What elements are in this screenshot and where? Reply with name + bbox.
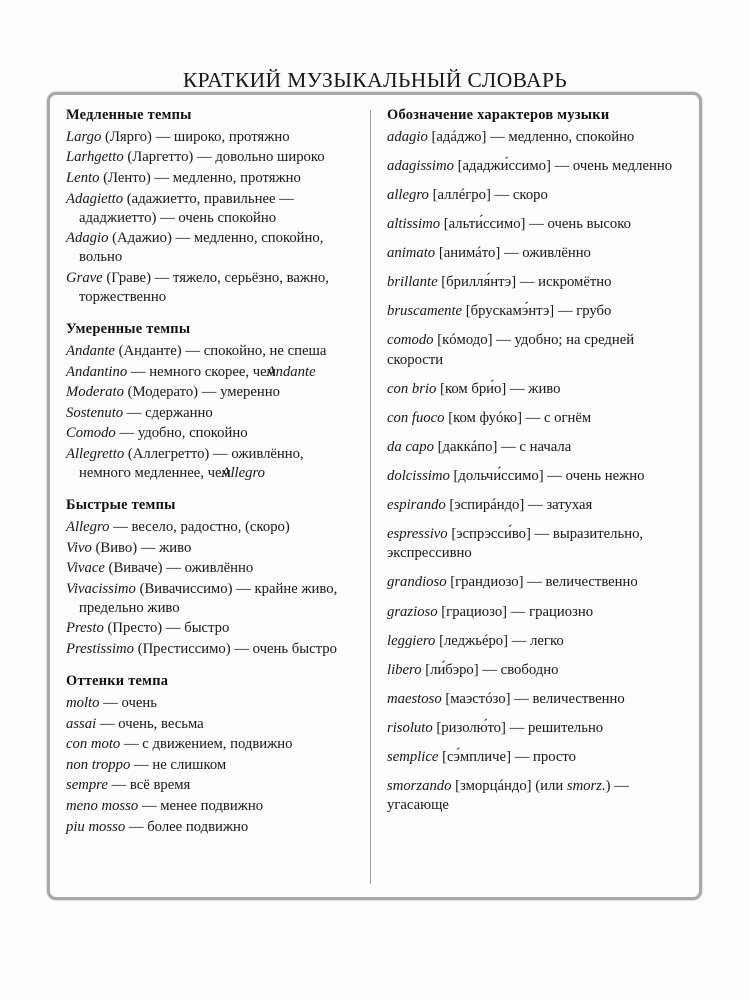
entry-term: assai — [66, 715, 97, 732]
entry-term: con fuoco — [387, 409, 445, 426]
entry-definition: — удобно, спокойно — [115, 425, 248, 442]
dictionary-box — [47, 92, 702, 900]
dictionary-entry — [66, 756, 358, 775]
entry-definition: (Граве) — тяжело, серьёзно, важно, торжественно — [79, 269, 329, 306]
dictionary-entry — [66, 424, 358, 443]
dictionary-entry — [66, 640, 358, 659]
entry-term: semplice — [387, 748, 439, 765]
entry-definition: [ризолю́то] — решительно — [432, 719, 604, 736]
dictionary-entry — [66, 518, 358, 537]
entry-term: Adagio — [66, 230, 109, 247]
entry-term: Andantino — [66, 363, 128, 380]
dictionary-entry — [387, 777, 689, 816]
entry-term-secondary: smorz. — [566, 777, 606, 794]
entry-definition: [маэстóзо] — величественно — [441, 690, 625, 707]
entry-term: da capo — [387, 438, 434, 455]
section-heading: Медленные темпы — [66, 107, 192, 123]
dictionary-entry — [387, 409, 689, 429]
dictionary-entry — [66, 818, 358, 837]
left-column — [50, 106, 370, 897]
entry-definition: (адажиетто, правильнее — ададжиетто) — очень спокойно — [79, 190, 294, 226]
dictionary-entry — [387, 273, 689, 293]
page-title: КРАТКИЙ МУЗЫКАЛЬНЫЙ СЛОВАРЬ — [182, 68, 568, 93]
entry-term: Allegretto — [66, 445, 125, 462]
entry-term: Grave — [66, 269, 103, 286]
section-heading: Обозначение характеров музыки — [387, 107, 610, 123]
entry-term: molto — [66, 694, 100, 711]
dictionary-entry — [387, 719, 689, 739]
entry-term: brillante — [387, 273, 438, 290]
dictionary-entry — [387, 157, 689, 177]
entry-definition: (Адажио) — медленно, спокойно, вольно — [79, 230, 324, 266]
entry-definition: — менее подвижно — [138, 797, 264, 814]
entry-definition-tail: ) — угасающе — [387, 777, 629, 814]
entry-term: Larhgetto — [66, 149, 124, 166]
dictionary-entry — [387, 632, 689, 652]
entry-term: dolcissimo — [387, 467, 450, 484]
dictionary-entry — [66, 404, 358, 423]
entry-term-secondary: Andante — [266, 363, 316, 380]
dictionary-entry — [66, 148, 358, 167]
dictionary-entry — [66, 445, 358, 483]
dictionary-entry — [66, 539, 358, 558]
entry-definition: — с движением, подвижно — [120, 736, 293, 753]
entry-term: Presto — [66, 620, 104, 637]
entry-term: smorzando — [387, 777, 452, 794]
entry-definition: (Анданте) — спокойно, не спеша — [114, 342, 327, 359]
entry-definition: — очень, весьма — [96, 715, 204, 732]
entry-definition: (Модерато) — умеренно — [123, 384, 280, 401]
right-column — [371, 106, 699, 897]
dictionary-entry — [387, 302, 689, 322]
dictionary-entry — [387, 244, 689, 264]
dictionary-entry — [66, 169, 358, 188]
entry-term: Vivacissimo — [66, 580, 136, 597]
entry-term: Prestissimo — [66, 641, 135, 658]
entry-term: piu mosso — [66, 818, 126, 835]
entry-term: Vivace — [66, 560, 105, 577]
dictionary-entry — [66, 715, 358, 734]
entry-definition: [ком бри́о] — живо — [436, 380, 561, 397]
entry-definition: — всё время — [107, 777, 191, 794]
entry-term: libero — [387, 661, 422, 678]
dictionary-entry — [66, 694, 358, 713]
entry-definition: (Виво) — живо — [91, 539, 192, 556]
entry-definition: [брускамэ́нтэ] — грубо — [462, 303, 612, 319]
entry-definition: — немного скорее, чем — [127, 363, 280, 380]
entry-term-secondary: Allegro — [221, 465, 265, 482]
section-heading: Умеренные темпы — [66, 321, 191, 338]
entry-definition: [эспирáндо] — затухая — [445, 496, 593, 513]
entry-term: Largo — [66, 128, 102, 145]
dictionary-entry — [387, 128, 689, 148]
entry-definition: — сдержанно — [123, 404, 213, 421]
dictionary-entry — [66, 190, 358, 228]
dictionary-entry — [66, 619, 358, 638]
dictionary-entry — [66, 363, 358, 382]
entry-definition: — более подвижно — [125, 818, 249, 835]
entry-definition: (Лярго) — широко, протяжно — [101, 128, 290, 145]
entry-definition: (Вивачиссимо) — крайне живо, предельно живо — [79, 580, 338, 616]
entry-term: altissimo — [387, 215, 441, 232]
entry-term: Vivo — [66, 539, 92, 556]
entry-term: risoluto — [387, 719, 433, 736]
entry-definition: — очень — [99, 694, 157, 711]
entry-definition: [аллéгро] — скоро — [428, 186, 548, 203]
entry-definition: (Виваче) — оживлённо — [104, 560, 254, 577]
entry-term: animato — [387, 244, 436, 261]
dictionary-entry — [66, 269, 358, 307]
entry-definition: [альти́ссимо] — очень высоко — [440, 215, 631, 232]
entry-definition: — не слишком — [130, 756, 227, 773]
entry-definition: [адáджо] — медленно, спокойно — [427, 128, 635, 145]
entry-term: comodo — [387, 332, 434, 349]
entry-definition: [даккáпо] — с начала — [433, 438, 572, 455]
entry-definition: [ададжи́ссимо] — очень медленно — [453, 157, 673, 174]
dictionary-entry — [387, 467, 689, 487]
dictionary-entry — [387, 748, 689, 768]
entry-definition: (Ленто) — медленно, протяжно — [99, 169, 301, 186]
dictionary-entry — [387, 186, 689, 206]
entry-term: espirando — [387, 496, 446, 513]
entry-definition: (Аллегретто) — оживлённо, немного медленнее, чем — [79, 445, 304, 482]
entry-definition: [кóмодо] — удобно; на средней скорости — [387, 332, 635, 368]
entry-term: grazioso — [387, 603, 438, 620]
entry-definition: [эспрэсси́во] — выразительно, экспрессивно — [387, 525, 644, 562]
entry-term: Lento — [66, 169, 100, 186]
entry-term: leggiero — [387, 632, 436, 649]
entry-definition: [ли́бэро] — свободно — [421, 661, 559, 678]
dictionary-entry — [66, 128, 358, 147]
dictionary-entry — [66, 735, 358, 754]
entry-term: espressivo — [387, 525, 448, 542]
entry-definition: — весело, радостно, (скоро) — [109, 518, 290, 535]
entry-term: Adagietto — [66, 190, 124, 207]
dictionary-entry — [387, 496, 689, 516]
entry-definition: [брилля́нтэ] — искромётно — [437, 273, 612, 290]
entry-definition: (Престиссимо) — очень быстро — [134, 641, 337, 658]
dictionary-entry — [387, 661, 689, 681]
dictionary-entry — [66, 229, 358, 267]
dictionary-entry — [66, 383, 358, 402]
dictionary-entry — [66, 559, 358, 578]
entry-definition: [грациозо] — грациозно — [437, 603, 594, 620]
entry-term: con brio — [387, 380, 437, 397]
entry-term: grandioso — [387, 574, 447, 591]
dictionary-entry — [387, 380, 689, 400]
dictionary-entry — [387, 438, 689, 458]
entry-term: Comodo — [66, 425, 116, 442]
section-heading: Оттенки темпа — [66, 673, 169, 690]
entry-definition: [леджьéро] — легко — [435, 632, 564, 649]
entry-term: allegro — [387, 186, 429, 203]
dictionary-entry — [387, 525, 689, 564]
dictionary-entry — [387, 331, 689, 370]
dictionary-entry — [387, 573, 689, 593]
entry-term: Andante — [66, 342, 115, 359]
dictionary-entry — [387, 690, 689, 710]
entry-definition: [анимáто] — оживлённо — [435, 244, 591, 261]
entry-term: Sostenuto — [66, 404, 124, 421]
entry-definition: [ком фуóко] — с огнём — [444, 409, 592, 426]
dictionary-entry — [66, 797, 358, 816]
columns-container — [50, 95, 699, 897]
entry-term: non troppo — [66, 756, 131, 773]
entry-definition: (Престо) — быстро — [103, 620, 230, 637]
entry-term: adagissimo — [387, 157, 454, 174]
dictionary-entry — [66, 342, 358, 361]
entry-term: con moto — [66, 736, 121, 753]
dictionary-entry — [66, 776, 358, 795]
entry-term: Allegro — [66, 518, 110, 535]
dictionary-entry — [387, 603, 689, 623]
section-heading: Быстрые темпы — [66, 497, 176, 514]
entry-definition: [зморцáндо] (или — [451, 777, 567, 794]
dictionary-entry — [387, 215, 689, 235]
entry-definition: [сэ́мпличе] — просто — [438, 748, 577, 765]
entry-definition: [дольчи́ссимо] — очень нежно — [449, 467, 645, 484]
entry-definition: [грандиозо] — величественно — [446, 574, 638, 591]
dictionary-entry — [66, 580, 358, 618]
entry-term: maestoso — [387, 690, 442, 707]
entry-definition: (Ларгетто) — довольно широко — [123, 149, 325, 166]
entry-term: bruscamente — [387, 303, 463, 319]
entry-term: adagio — [387, 128, 428, 145]
entry-term: sempre — [66, 777, 108, 794]
entry-term: meno mosso — [66, 797, 139, 814]
entry-term: Moderato — [66, 384, 124, 401]
